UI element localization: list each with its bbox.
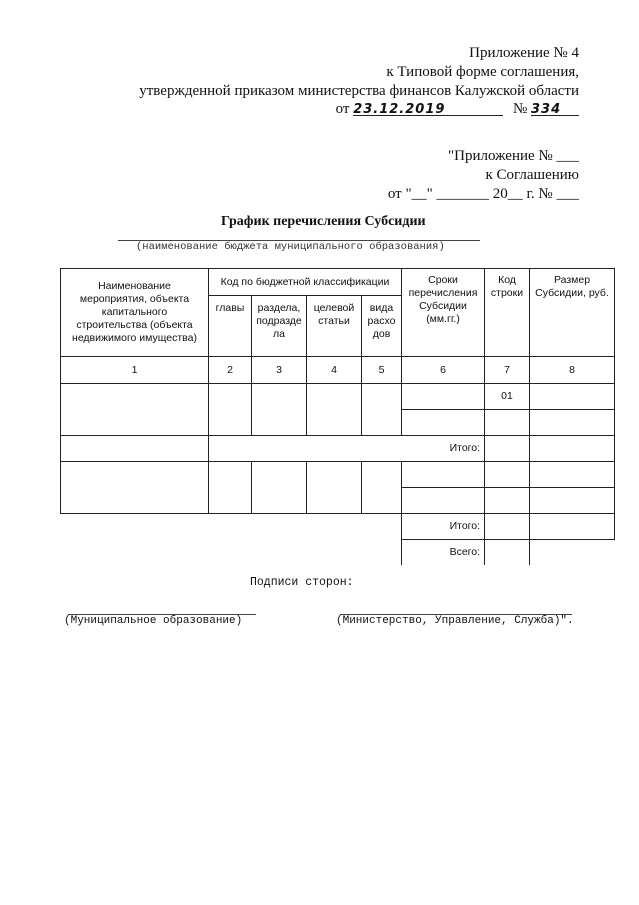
table-cell: [485, 462, 530, 488]
table-cell: [307, 384, 362, 436]
table-cell: [530, 384, 615, 410]
column-number: 1: [61, 357, 209, 384]
order-number-field: [531, 100, 579, 116]
order-date-handwritten: 23.12.2019: [353, 102, 446, 117]
signature-caption-right: (Министерство, Управление, Служба)".: [336, 615, 574, 627]
table-cell: [485, 410, 530, 436]
subsidy-schedule-table: [60, 268, 615, 565]
header-cell-section: раздела, подразде ла: [252, 296, 307, 357]
table-cell: [61, 384, 209, 436]
order-date-field: [353, 100, 503, 116]
column-number: 4: [307, 357, 362, 384]
table-cell: [530, 410, 615, 436]
total-label: Всего:: [402, 540, 485, 566]
agreement-date-line: от "__" _______ 20__ г. № ___: [387, 186, 579, 202]
signatures-title: Подписи сторон:: [250, 576, 354, 589]
appendix-number: Приложение № 4: [469, 45, 579, 61]
document-title: График перечисления Субсидии: [221, 214, 426, 229]
table-cell: [307, 462, 362, 514]
empty-area: [61, 540, 402, 566]
header-cell-name: Наименование мероприятия, объекта капитального строительства (объекта недвижимого имущества): [61, 269, 209, 357]
column-number: 7: [485, 357, 530, 384]
order-date-line: [336, 100, 579, 119]
table-cell: [485, 488, 530, 514]
header-cell-code: Код строки: [485, 269, 530, 357]
table-cell: [402, 384, 485, 410]
appendix-to-form: к Типовой форме соглашения,: [386, 64, 579, 80]
subtotal-label: Итого:: [402, 514, 485, 540]
column-number: 6: [402, 357, 485, 384]
header-cell-kbk: Код по бюджетной классификации: [209, 269, 402, 296]
table-cell: [61, 462, 209, 514]
agreement-appendix-number: "Приложение № ___: [448, 148, 579, 164]
table-cell: [485, 540, 530, 566]
order-number-label: №: [512, 101, 528, 117]
agreement-to-label: к Соглашению: [485, 167, 579, 183]
column-number: 2: [209, 357, 252, 384]
table-cell: [209, 384, 252, 436]
column-number: 8: [530, 357, 615, 384]
subtotal-label: Итого:: [209, 436, 485, 462]
header-cell-chapter: главы: [209, 296, 252, 357]
table-cell: [252, 384, 307, 436]
header-cell-expense-type: вида расхо дов: [362, 296, 402, 357]
empty-area: [61, 514, 402, 540]
header-cell-terms: Сроки перечисления Субсидии (мм.гг.): [402, 269, 485, 357]
order-date-label: от: [335, 101, 350, 117]
header-cell-amount: Размер Субсидии, руб.: [530, 269, 615, 357]
table-cell: [530, 488, 615, 514]
table-cell: [252, 462, 307, 514]
table-cell: [485, 514, 530, 540]
header-cell-target: целевой статьи: [307, 296, 362, 357]
table-cell: [402, 410, 485, 436]
table-cell: [530, 514, 615, 540]
table-cell: [61, 436, 209, 462]
row-code-cell: 01: [485, 384, 530, 410]
appendix-approved-by: утвержденной приказом министерства финансов Калужской области: [139, 83, 579, 99]
order-number-handwritten: 334: [531, 102, 562, 117]
column-number: 5: [362, 357, 402, 384]
table-cell: [402, 488, 485, 514]
table-cell: [485, 436, 530, 462]
signature-caption-left: (Муниципальное образование): [64, 615, 243, 627]
column-number: 3: [252, 357, 307, 384]
table-cell: [530, 436, 615, 462]
table-cell: [402, 462, 485, 488]
table-cell: [530, 462, 615, 488]
table-cell: [362, 384, 402, 436]
table-cell: [362, 462, 402, 514]
table-cell: [530, 540, 615, 566]
table-cell: [209, 462, 252, 514]
budget-name-caption: (наименование бюджета муниципального образования): [136, 241, 445, 253]
